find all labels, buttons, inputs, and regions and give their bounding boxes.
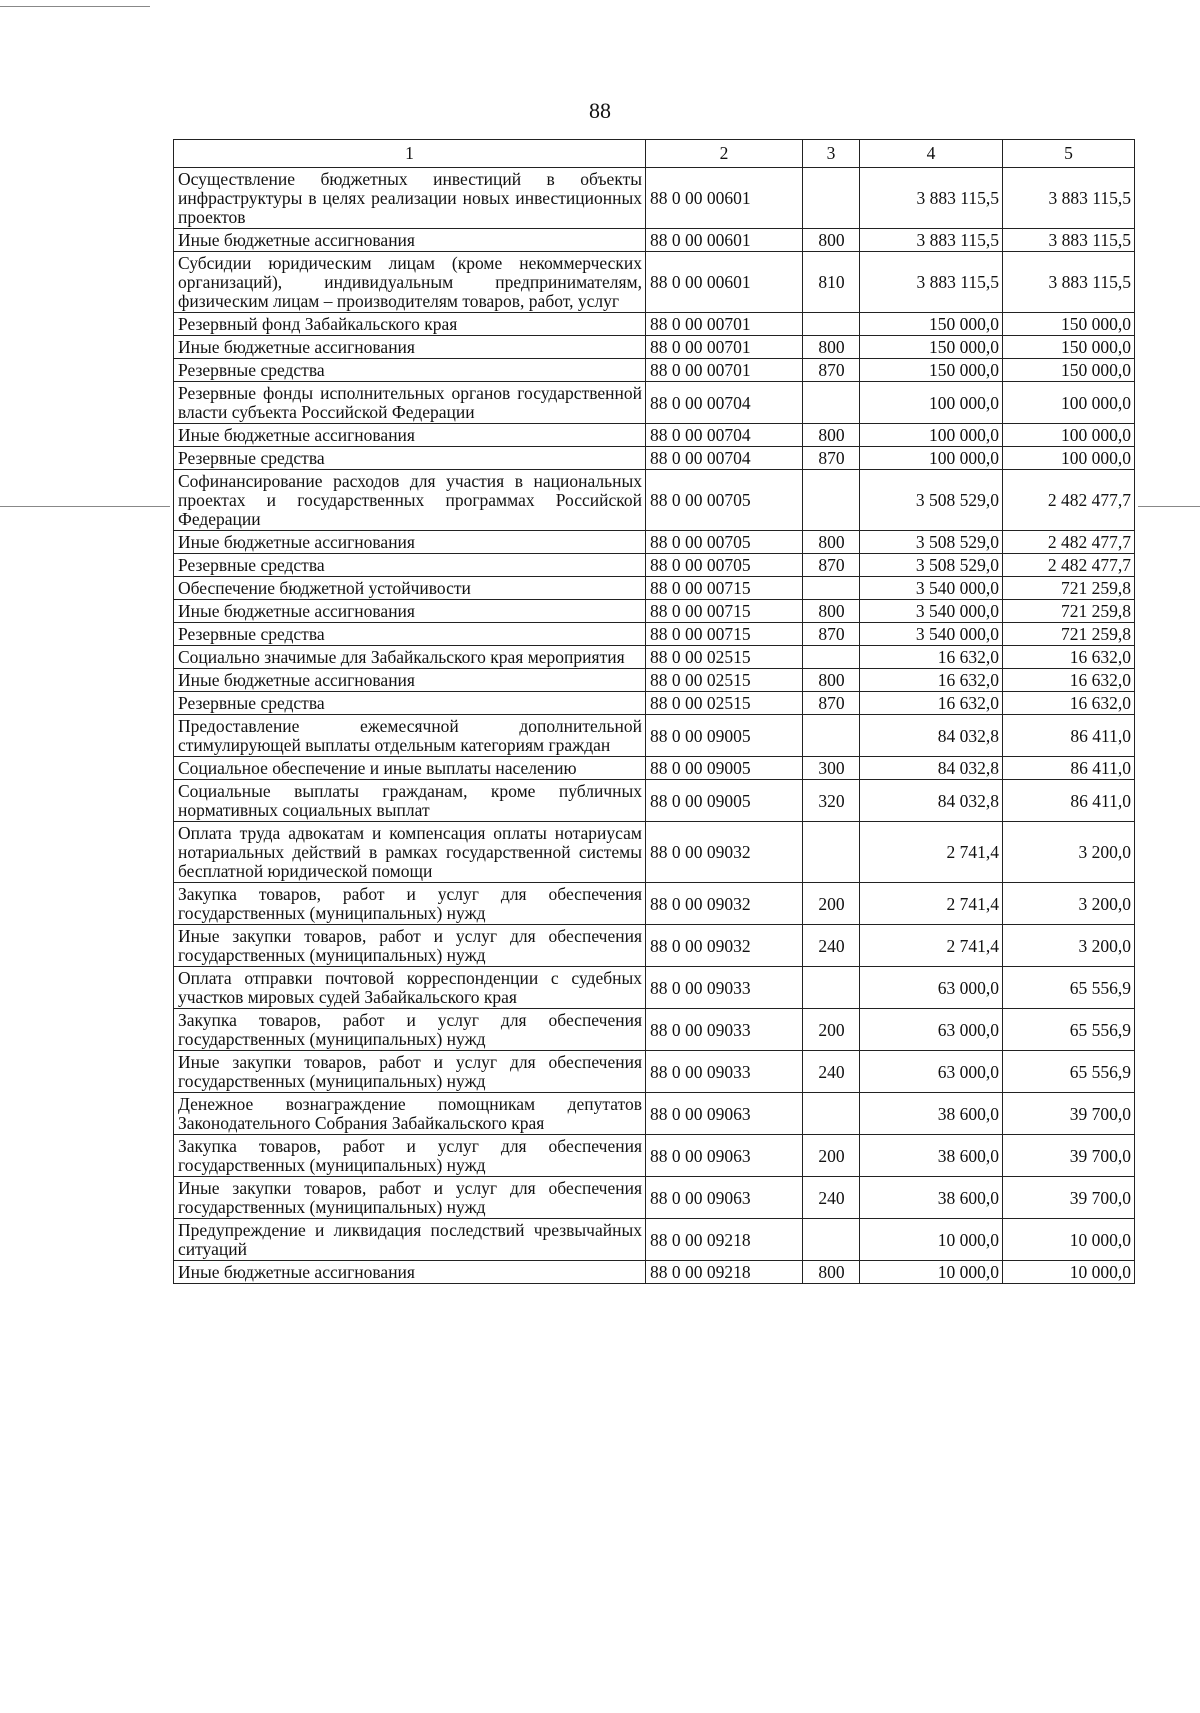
row-code: 88 0 00 00704	[646, 382, 803, 424]
row-code: 88 0 00 09032	[646, 883, 803, 925]
row-expense-type: 870	[803, 554, 860, 577]
row-value-col5: 10 000,0	[1003, 1261, 1135, 1284]
row-value-col4: 3 883 115,5	[860, 252, 1003, 313]
row-value-col4: 3 883 115,5	[860, 168, 1003, 229]
table-row	[174, 883, 1135, 925]
row-code: 88 0 00 00705	[646, 470, 803, 531]
row-value-col4: 100 000,0	[860, 424, 1003, 447]
table-row	[174, 1261, 1135, 1284]
row-expense-type	[803, 646, 860, 669]
row-expense-type: 240	[803, 1177, 860, 1219]
row-value-col4: 3 540 000,0	[860, 623, 1003, 646]
table-row	[174, 1093, 1135, 1135]
row-name: Иные бюджетные ассигнования	[174, 1261, 646, 1284]
row-value-col5: 86 411,0	[1003, 757, 1135, 780]
table-body	[174, 168, 1135, 1284]
header-row	[174, 140, 1135, 168]
row-value-col5: 39 700,0	[1003, 1177, 1135, 1219]
row-name: Резервные фонды исполнительных органов государственной власти субъекта Российской Федерации	[174, 382, 646, 424]
table-row	[174, 600, 1135, 623]
row-value-col4: 16 632,0	[860, 692, 1003, 715]
table-row	[174, 382, 1135, 424]
row-value-col4: 3 508 529,0	[860, 470, 1003, 531]
header-col-5: 5	[1003, 140, 1135, 168]
row-expense-type: 200	[803, 1135, 860, 1177]
table-row	[174, 1177, 1135, 1219]
row-expense-type	[803, 1093, 860, 1135]
table-row	[174, 470, 1135, 531]
row-expense-type	[803, 822, 860, 883]
row-expense-type: 320	[803, 780, 860, 822]
budget-table	[173, 139, 1135, 1284]
table-row	[174, 692, 1135, 715]
row-value-col5: 10 000,0	[1003, 1219, 1135, 1261]
row-expense-type: 240	[803, 1051, 860, 1093]
row-name: Обеспечение бюджетной устойчивости	[174, 577, 646, 600]
row-name: Иные бюджетные ассигнования	[174, 229, 646, 252]
row-value-col4: 16 632,0	[860, 646, 1003, 669]
row-value-col5: 3 883 115,5	[1003, 168, 1135, 229]
scan-artifact-top-line	[0, 6, 150, 7]
row-value-col5: 2 482 477,7	[1003, 531, 1135, 554]
row-name: Социально значимые для Забайкальского края мероприятия	[174, 646, 646, 669]
row-value-col4: 3 508 529,0	[860, 531, 1003, 554]
row-value-col5: 65 556,9	[1003, 967, 1135, 1009]
row-expense-type	[803, 382, 860, 424]
row-name: Оплата отправки почтовой корреспонденции с судебных участков мировых судей Забайкальского края	[174, 967, 646, 1009]
row-value-col5: 16 632,0	[1003, 646, 1135, 669]
row-value-col4: 2 741,4	[860, 883, 1003, 925]
row-value-col5: 2 482 477,7	[1003, 554, 1135, 577]
row-value-col5: 721 259,8	[1003, 623, 1135, 646]
row-name: Денежное вознаграждение помощникам депутатов Законодательного Собрания Забайкальского края	[174, 1093, 646, 1135]
row-value-col5: 3 200,0	[1003, 925, 1135, 967]
row-value-col4: 38 600,0	[860, 1135, 1003, 1177]
row-code: 88 0 00 09063	[646, 1135, 803, 1177]
row-expense-type: 800	[803, 600, 860, 623]
header-col-2: 2	[646, 140, 803, 168]
row-name: Резервные средства	[174, 623, 646, 646]
row-code: 88 0 00 09033	[646, 967, 803, 1009]
row-expense-type: 870	[803, 359, 860, 382]
header-col-3: 3	[803, 140, 860, 168]
row-expense-type: 870	[803, 692, 860, 715]
row-code: 88 0 00 00704	[646, 447, 803, 470]
row-value-col4: 63 000,0	[860, 967, 1003, 1009]
table-row	[174, 531, 1135, 554]
row-code: 88 0 00 00715	[646, 600, 803, 623]
row-value-col4: 3 540 000,0	[860, 577, 1003, 600]
row-code: 88 0 00 09032	[646, 822, 803, 883]
row-value-col5: 150 000,0	[1003, 336, 1135, 359]
row-value-col5: 150 000,0	[1003, 313, 1135, 336]
row-value-col5: 3 200,0	[1003, 822, 1135, 883]
row-value-col5: 39 700,0	[1003, 1093, 1135, 1135]
row-name: Иные закупки товаров, работ и услуг для обеспечения государственных (муниципальных) нужд	[174, 1051, 646, 1093]
table-row	[174, 780, 1135, 822]
table-row	[174, 715, 1135, 757]
row-name: Резервные средства	[174, 692, 646, 715]
row-value-col4: 84 032,8	[860, 715, 1003, 757]
row-value-col5: 100 000,0	[1003, 447, 1135, 470]
row-value-col4: 3 508 529,0	[860, 554, 1003, 577]
row-value-col5: 16 632,0	[1003, 669, 1135, 692]
row-value-col5: 3 883 115,5	[1003, 229, 1135, 252]
row-expense-type	[803, 577, 860, 600]
row-name: Закупка товаров, работ и услуг для обеспечения государственных (муниципальных) нужд	[174, 883, 646, 925]
row-expense-type: 200	[803, 883, 860, 925]
row-value-col4: 150 000,0	[860, 313, 1003, 336]
row-expense-type	[803, 967, 860, 1009]
row-name: Предупреждение и ликвидация последствий чрезвычайных ситуаций	[174, 1219, 646, 1261]
table-row	[174, 669, 1135, 692]
row-expense-type: 870	[803, 447, 860, 470]
row-value-col5: 16 632,0	[1003, 692, 1135, 715]
row-name: Иные закупки товаров, работ и услуг для обеспечения государственных (муниципальных) нужд	[174, 1177, 646, 1219]
header-col-4: 4	[860, 140, 1003, 168]
row-value-col4: 150 000,0	[860, 336, 1003, 359]
row-code: 88 0 00 09032	[646, 925, 803, 967]
table-row	[174, 359, 1135, 382]
row-name: Резервные средства	[174, 447, 646, 470]
table-row	[174, 168, 1135, 229]
row-expense-type: 800	[803, 1261, 860, 1284]
table-row	[174, 757, 1135, 780]
row-expense-type: 800	[803, 229, 860, 252]
row-code: 88 0 00 09218	[646, 1261, 803, 1284]
table-row	[174, 554, 1135, 577]
row-name: Субсидии юридическим лицам (кроме некоммерческих организаций), индивидуальным предпринимателям, физическим лицам – производителям товаров, работ, услуг	[174, 252, 646, 313]
row-name: Софинансирование расходов для участия в национальных проектах и государственных программах Российской Федерации	[174, 470, 646, 531]
row-name: Иные бюджетные ассигнования	[174, 669, 646, 692]
row-value-col4: 3 540 000,0	[860, 600, 1003, 623]
row-value-col4: 63 000,0	[860, 1009, 1003, 1051]
row-code: 88 0 00 00705	[646, 554, 803, 577]
row-name: Социальные выплаты гражданам, кроме публичных нормативных социальных выплат	[174, 780, 646, 822]
row-value-col5: 3 883 115,5	[1003, 252, 1135, 313]
row-code: 88 0 00 09218	[646, 1219, 803, 1261]
row-code: 88 0 00 00601	[646, 168, 803, 229]
table-row	[174, 229, 1135, 252]
row-code: 88 0 00 00601	[646, 229, 803, 252]
row-name: Осуществление бюджетных инвестиций в объекты инфраструктуры в целях реализации новых инвестиционных проектов	[174, 168, 646, 229]
row-code: 88 0 00 09063	[646, 1177, 803, 1219]
row-code: 88 0 00 00701	[646, 313, 803, 336]
row-value-col4: 63 000,0	[860, 1051, 1003, 1093]
row-value-col5: 39 700,0	[1003, 1135, 1135, 1177]
row-expense-type: 810	[803, 252, 860, 313]
page-number: 88	[589, 98, 611, 123]
row-code: 88 0 00 09005	[646, 715, 803, 757]
row-expense-type	[803, 1219, 860, 1261]
row-code: 88 0 00 00701	[646, 336, 803, 359]
row-name: Резервный фонд Забайкальского края	[174, 313, 646, 336]
row-expense-type: 800	[803, 669, 860, 692]
row-value-col4: 100 000,0	[860, 447, 1003, 470]
row-value-col5: 721 259,8	[1003, 577, 1135, 600]
row-code: 88 0 00 00701	[646, 359, 803, 382]
row-value-col5: 100 000,0	[1003, 424, 1135, 447]
row-name: Резервные средства	[174, 359, 646, 382]
row-value-col4: 38 600,0	[860, 1177, 1003, 1219]
row-expense-type: 800	[803, 424, 860, 447]
row-expense-type	[803, 313, 860, 336]
row-code: 88 0 00 00715	[646, 623, 803, 646]
row-expense-type: 300	[803, 757, 860, 780]
row-value-col5: 100 000,0	[1003, 382, 1135, 424]
row-value-col4: 2 741,4	[860, 822, 1003, 883]
row-expense-type	[803, 470, 860, 531]
row-name: Иные бюджетные ассигнования	[174, 531, 646, 554]
row-value-col4: 16 632,0	[860, 669, 1003, 692]
table-row	[174, 1051, 1135, 1093]
row-name: Резервные средства	[174, 554, 646, 577]
row-code: 88 0 00 09033	[646, 1009, 803, 1051]
row-code: 88 0 00 02515	[646, 669, 803, 692]
row-value-col4: 100 000,0	[860, 382, 1003, 424]
row-value-col5: 65 556,9	[1003, 1051, 1135, 1093]
row-code: 88 0 00 09033	[646, 1051, 803, 1093]
row-value-col4: 84 032,8	[860, 780, 1003, 822]
table-row	[174, 646, 1135, 669]
row-code: 88 0 00 09005	[646, 757, 803, 780]
table-row	[174, 623, 1135, 646]
table-row	[174, 313, 1135, 336]
row-name: Иные закупки товаров, работ и услуг для обеспечения государственных (муниципальных) нужд	[174, 925, 646, 967]
row-value-col4: 84 032,8	[860, 757, 1003, 780]
row-name: Иные бюджетные ассигнования	[174, 336, 646, 359]
row-code: 88 0 00 00705	[646, 531, 803, 554]
table-row	[174, 925, 1135, 967]
scan-artifact-right-line	[1138, 506, 1200, 507]
table-row	[174, 1219, 1135, 1261]
header-col-1: 1	[174, 140, 646, 168]
table-row	[174, 447, 1135, 470]
row-expense-type	[803, 168, 860, 229]
row-value-col5: 86 411,0	[1003, 780, 1135, 822]
row-value-col5: 2 482 477,7	[1003, 470, 1135, 531]
table-row	[174, 336, 1135, 359]
row-value-col4: 3 883 115,5	[860, 229, 1003, 252]
row-value-col5: 65 556,9	[1003, 1009, 1135, 1051]
row-name: Иные бюджетные ассигнования	[174, 600, 646, 623]
row-expense-type: 200	[803, 1009, 860, 1051]
row-value-col5: 150 000,0	[1003, 359, 1135, 382]
row-name: Иные бюджетные ассигнования	[174, 424, 646, 447]
table-row	[174, 967, 1135, 1009]
row-code: 88 0 00 00715	[646, 577, 803, 600]
row-code: 88 0 00 02515	[646, 646, 803, 669]
row-code: 88 0 00 00704	[646, 424, 803, 447]
row-value-col5: 3 200,0	[1003, 883, 1135, 925]
row-value-col4: 2 741,4	[860, 925, 1003, 967]
row-name: Оплата труда адвокатам и компенсация оплаты нотариусам нотариальных действий в рамках государственной системы бесплатной юридической помощи	[174, 822, 646, 883]
row-name: Закупка товаров, работ и услуг для обеспечения государственных (муниципальных) нужд	[174, 1135, 646, 1177]
table-row	[174, 822, 1135, 883]
row-expense-type: 800	[803, 531, 860, 554]
row-expense-type: 870	[803, 623, 860, 646]
row-value-col4: 38 600,0	[860, 1093, 1003, 1135]
row-code: 88 0 00 02515	[646, 692, 803, 715]
row-name: Закупка товаров, работ и услуг для обеспечения государственных (муниципальных) нужд	[174, 1009, 646, 1051]
row-code: 88 0 00 09005	[646, 780, 803, 822]
row-value-col4: 10 000,0	[860, 1219, 1003, 1261]
scan-artifact-left-line	[0, 506, 170, 507]
table-row	[174, 1135, 1135, 1177]
row-value-col4: 10 000,0	[860, 1261, 1003, 1284]
row-value-col5: 721 259,8	[1003, 600, 1135, 623]
row-code: 88 0 00 09063	[646, 1093, 803, 1135]
row-value-col4: 150 000,0	[860, 359, 1003, 382]
row-name: Социальное обеспечение и иные выплаты населению	[174, 757, 646, 780]
table-row	[174, 252, 1135, 313]
table-row	[174, 424, 1135, 447]
row-expense-type	[803, 715, 860, 757]
row-code: 88 0 00 00601	[646, 252, 803, 313]
row-expense-type: 240	[803, 925, 860, 967]
row-expense-type: 800	[803, 336, 860, 359]
row-value-col5: 86 411,0	[1003, 715, 1135, 757]
row-name: Предоставление ежемесячной дополнительной стимулирующей выплаты отдельным категориям граждан	[174, 715, 646, 757]
table-row	[174, 1009, 1135, 1051]
table-row	[174, 577, 1135, 600]
